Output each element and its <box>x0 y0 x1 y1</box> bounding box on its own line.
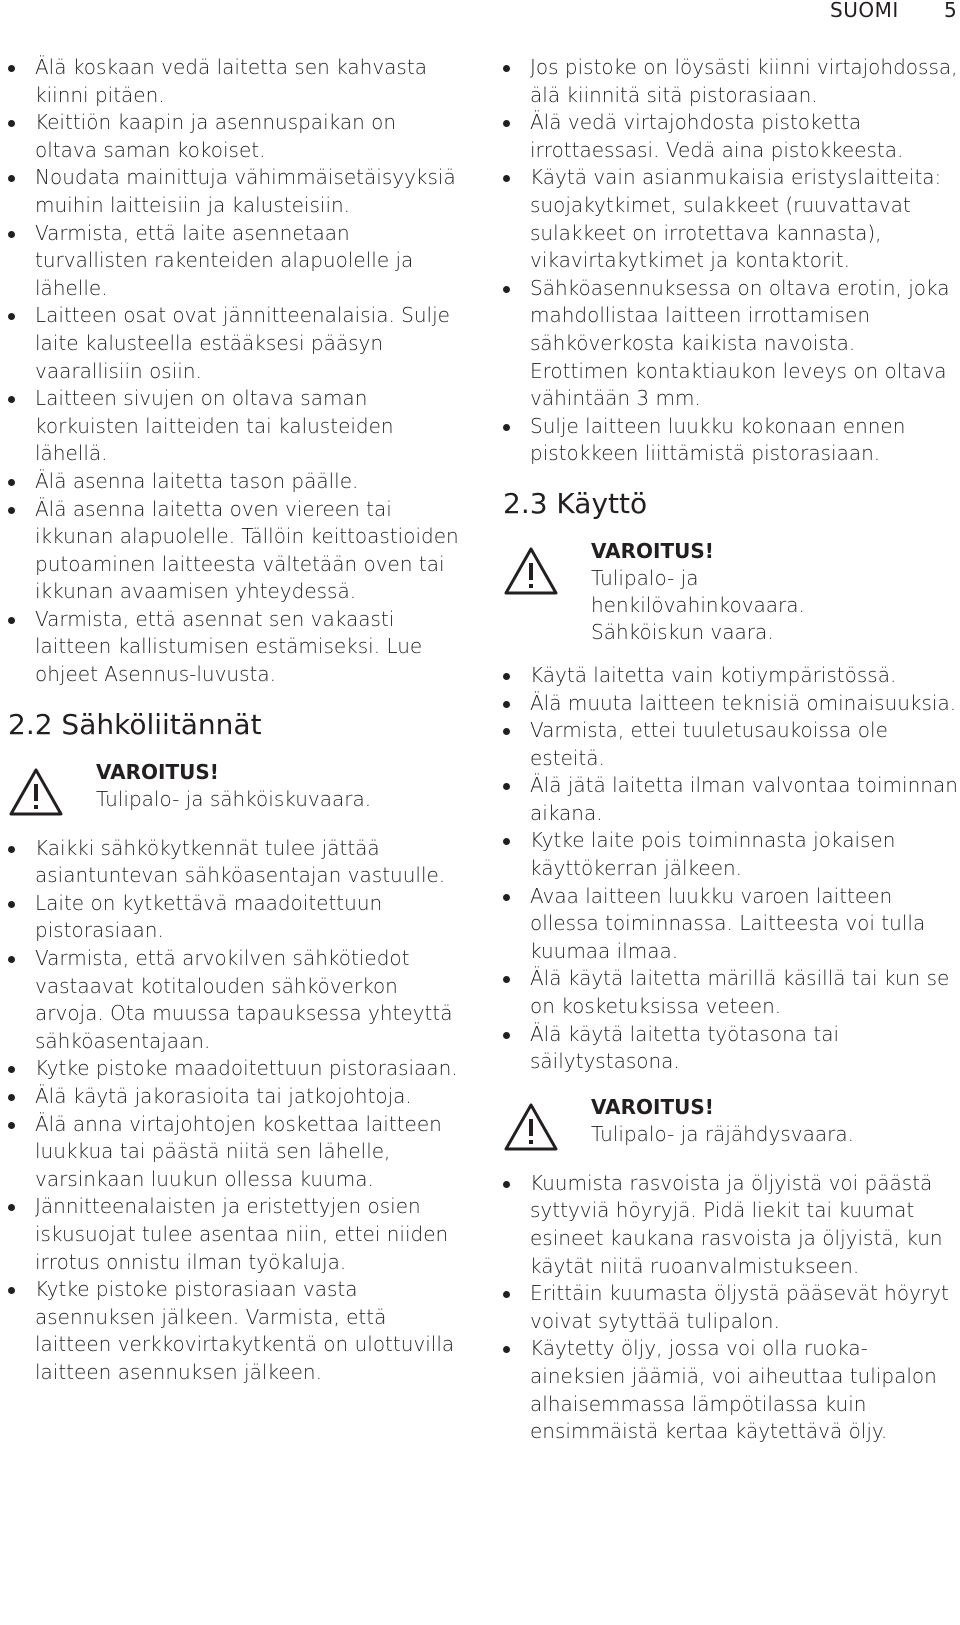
bullet-icon <box>503 976 510 983</box>
list-item: Noudata mainittuja vähimmäisetäisyyksiä muihin laitteisiin ja kalusteisiin. <box>8 164 460 219</box>
list-item: Älä käytä jakorasioita tai jatkojohtoja. <box>8 1083 460 1111</box>
bullet-icon <box>503 65 510 72</box>
list-item: Varmista, että asennat sen vakaasti laitteen kallistumisen estämiseksi. Lue ohjeet Asennus-luvusta. <box>8 606 460 689</box>
bullet-icon <box>8 231 15 238</box>
bullet-icon <box>8 956 15 963</box>
warning-title: VAROITUS! <box>591 1094 714 1119</box>
bullet-icon <box>8 617 15 624</box>
list-item: Käytä vain asianmukaisia eristyslaitteita: suojakytkimet, sulakkeet (ruuvattavat sulakkeet on irrotettava kannasta), vikavirtakytkimet ja kontaktorit. <box>503 164 958 274</box>
right-column <box>503 54 958 1446</box>
list-item: Älä asenna laitetta oven viereen tai ikkunan alapuolelle. Tällöin keittoastioiden putoaminen laitteesta vältetään oven tai ikkunan avaamisen yhteydessä. <box>8 496 460 606</box>
bullet-icon <box>8 313 15 320</box>
list-item: Älä käytä laitetta työtasona tai säilytystasona. <box>503 1021 958 1076</box>
warning-triangle-icon <box>8 767 64 817</box>
list-item: Kaikki sähkökytkennät tulee jättää asiantuntevan sähköasentajan vastuulle. <box>8 835 460 890</box>
left-column <box>8 54 460 1387</box>
electrical-list <box>8 835 460 1387</box>
list-item: Avaa laitteen luukku varoen laitteen ollessa toiminnassa. Laitteesta voi tulla kuumaa ilmaa. <box>503 883 958 966</box>
page-header <box>0 0 960 24</box>
list-item: Käytetty öljy, jossa voi olla ruoka-aineksien jäämiä, voi aiheuttaa tulipalon alhaisemmassa lämpötilassa kuin ensimmäistä kertaa käytettävä öljy. <box>503 1335 958 1445</box>
list-item: Käytä laitetta vain kotiympäristössä. <box>503 662 958 690</box>
warning-text: Tulipalo- ja sähköiskuvaara. <box>96 786 372 811</box>
list-item: Sulje laitteen luukku kokonaan ennen pistokkeen liittämistä pistorasiaan. <box>503 413 958 468</box>
list-item: Laite on kytkettävä maadoitettuun pistorasiaan. <box>8 890 460 945</box>
warning-box <box>503 538 958 646</box>
bullet-icon <box>8 479 15 486</box>
list-item: Älä jätä laitetta ilman valvontaa toiminnan aikana. <box>503 772 958 827</box>
bullet-icon <box>503 783 510 790</box>
list-item: Jännitteenalaisten ja eristettyjen osien iskusuojat tulee asentaa niin, ettei niiden irrotus onnistu ilman työkaluja. <box>8 1193 460 1276</box>
page-number: 5 <box>944 0 957 22</box>
list-item: Keittiön kaapin ja asennuspaikan on oltava saman kokoiset. <box>8 109 460 164</box>
bullet-icon <box>8 396 15 403</box>
warning-box <box>503 1094 958 1154</box>
usage-list <box>503 662 958 1076</box>
list-item: Varmista, että arvokilven sähkötiedot vastaavat kotitalouden sähköverkon arvoja. Ota muussa tapauksessa yhteyttä sähköasentajaan. <box>8 945 460 1055</box>
bullet-icon <box>503 424 510 431</box>
warning-text: Tulipalo- ja räjähdysvaara. <box>591 1121 854 1146</box>
list-item: Varmista, että laite asennetaan turvallisten rakenteiden alapuolelle ja lähelle. <box>8 220 460 303</box>
warning-text: Sähköiskun vaara. <box>591 619 774 644</box>
bullet-icon <box>8 1122 15 1129</box>
list-item: Kytke pistoke pistorasiaan vasta asennuksen jälkeen. Varmista, että laitteen verkkovirtakytkentä on ulottuvilla laitteen asennuksen jälkeen. <box>8 1276 460 1386</box>
warning-text: Tulipalo- ja <box>591 565 699 590</box>
section-title-electrical: 2.2 Sähköliitännät <box>8 707 262 741</box>
warning-title: VAROITUS! <box>96 759 219 784</box>
bullet-icon <box>8 507 15 514</box>
list-item: Laitteen sivujen on oltava saman korkuisten laitteiden tai kalusteiden lähellä. <box>8 385 460 468</box>
list-item: Älä koskaan vedä laitetta sen kahvasta kiinni pitäen. <box>8 54 460 109</box>
bullet-icon <box>503 894 510 901</box>
list-item: Laitteen osat ovat jännitteenalaisia. Sulje laite kalusteella estääksesi pääsyn vaarallisiin osiin. <box>8 302 460 385</box>
bullet-icon <box>503 1032 510 1039</box>
bullet-icon <box>8 65 15 72</box>
oil-safety-list <box>503 1170 958 1446</box>
list-item: Kytke pistoke maadoitettuun pistorasiaan. <box>8 1055 460 1083</box>
warning-title: VAROITUS! <box>591 538 714 563</box>
bullet-icon <box>503 1181 510 1188</box>
list-item: Jos pistoke on löysästi kiinni virtajohdossa, älä kiinnitä sitä pistorasiaan. <box>503 54 958 109</box>
warning-triangle-icon <box>503 1102 559 1152</box>
installation-list <box>8 54 460 689</box>
bullet-icon <box>8 1287 15 1294</box>
bullet-icon <box>8 175 15 182</box>
header-language: SUOMI <box>830 0 899 22</box>
bullet-icon <box>503 1346 510 1353</box>
bullet-icon <box>8 846 15 853</box>
list-item: Sähköasennuksessa on oltava erotin, joka mahdollistaa laitteen irrottamisen sähköverkosta kaikista navoista. Erottimen kontaktiaukon leveys on oltava vähintään 3 mm. <box>503 275 958 413</box>
bullet-icon <box>8 120 15 127</box>
bullet-icon <box>8 1204 15 1211</box>
bullet-icon <box>503 838 510 845</box>
bullet-icon <box>503 701 510 708</box>
list-item: Älä asenna laitetta tason päälle. <box>8 468 460 496</box>
electrical-list-continued <box>503 54 958 468</box>
bullet-icon <box>503 1291 510 1298</box>
bullet-icon <box>503 286 510 293</box>
section-title-usage: 2.3 Käyttö <box>503 486 648 520</box>
list-item: Älä muuta laitteen teknisiä ominaisuuksia. <box>503 690 958 718</box>
warning-box <box>8 759 460 819</box>
bullet-icon <box>503 120 510 127</box>
list-item: Älä käytä laitetta märillä käsillä tai kun se on kosketuksissa veteen. <box>503 965 958 1020</box>
list-item: Erittäin kuumasta öljystä pääsevät höyryt voivat sytyttää tulipalon. <box>503 1280 958 1335</box>
list-item: Älä vedä virtajohdosta pistoketta irrottaessasi. Vedä aina pistokkeesta. <box>503 109 958 164</box>
list-item: Kuumista rasvoista ja öljyistä voi päästä syttyviä höyryjä. Pidä liekit tai kuumat esineet kaukana rasvoista ja öljyistä, kun käytät niitä ruoanvalmistukseen. <box>503 1170 958 1280</box>
list-item: Varmista, ettei tuuletusaukoissa ole esteitä. <box>503 717 958 772</box>
bullet-icon <box>8 1094 15 1101</box>
bullet-icon <box>503 673 510 680</box>
list-item: Älä anna virtajohtojen koskettaa laitteen luukkua tai päästä niitä sen lähelle, varsinkaan luukun ollessa kuuma. <box>8 1111 460 1194</box>
bullet-icon <box>503 175 510 182</box>
bullet-icon <box>8 1066 15 1073</box>
warning-text: henkilövahinkovaara. <box>591 592 805 617</box>
bullet-icon <box>503 728 510 735</box>
list-item: Kytke laite pois toiminnasta jokaisen käyttökerran jälkeen. <box>503 827 958 882</box>
warning-triangle-icon <box>503 546 559 596</box>
bullet-icon <box>8 901 15 908</box>
